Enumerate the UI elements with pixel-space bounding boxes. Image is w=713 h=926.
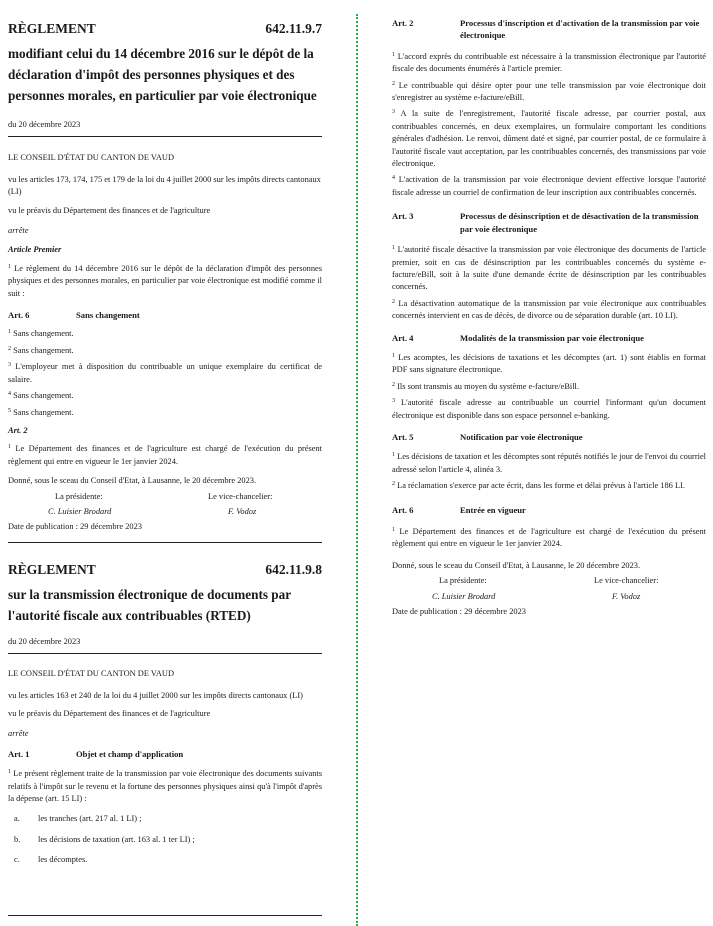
list-item: b. les décisions de taxation (art. 163 al. 1 ter LI) ;: [14, 834, 195, 844]
left-column: [8, 0, 322, 867]
reg1-president-name: C. Luisier Brodard: [48, 506, 112, 516]
reg2-art4-heading: Art. 4 Modalités de la transmission par voie électronique: [392, 332, 644, 343]
reg2-art3-heading: Art. 3 Processus de désinscription et de désactivation de la transmission par voie électronique: [392, 211, 699, 234]
reg2-art6-heading: Art. 6 Entrée en vigueur: [392, 504, 526, 515]
reg2-vu2: vu le préavis du Département des finances et de l'agriculture: [8, 708, 211, 718]
reg1-done: Donné, sous le sceau du Conseil d'Etat, à Lausanne, le 20 décembre 2023.: [8, 476, 257, 486]
reg2-art3-p1: $^1$ L'autorité fiscale désactive la transmission par voie électronique des documents de l'article premier, soit en cas de désinscription par les contribuables concernés du système e-facture/eBill, soit à la suite d'une demande écrite de désinscription par les contribuables concernés.: [392, 245, 707, 292]
reg1-art6-p5: $^5$ Sans changement.: [8, 407, 74, 417]
reg1-end-rule: [8, 542, 322, 543]
reg1-vice-label: Le vice-chancelier:: [208, 491, 273, 501]
reg2-vu1: vu les articles 163 et 240 de la loi du 4 juillet 2000 sur les impôts directs cantonaux (LI): [8, 690, 303, 700]
reg1-article-premier-title: Article Premier: [8, 245, 62, 255]
list-item: a. les tranches (art. 217 al. 1 LI) ;: [14, 814, 142, 824]
reg2-title: sur la transmission électronique de documents par l'autorité fiscale aux contribuables (RTED): [8, 586, 291, 623]
reg2-vice-label: Le vice-chancelier:: [594, 576, 659, 586]
reg1-art2-title: Art. 2: [8, 425, 28, 435]
reg2-done: Donné, sous le sceau du Conseil d'Etat, à Lausanne, le 20 décembre 2023.: [392, 560, 641, 570]
reg2-publication: Date de publication : 29 décembre 2023: [392, 607, 526, 617]
reg1-date: du 20 décembre 2023: [8, 120, 81, 129]
reg1-art6-p2: $^2$ Sans changement.: [8, 345, 74, 355]
reg2-art1-text: $^1$ Le présent règlement traite de la transmission par voie électronique des documents suivants relatifs à l'impôt sur le revenu et la fortune des personnes physiques ainsi qu'à l'impôt d'après la dépense (art. 15 LI) :: [8, 769, 322, 803]
reg2-art2-heading: Art. 2 Processus d'inscription et d'activation de la transmission par voie électronique: [392, 18, 700, 41]
reg2-art2-p2: $^2$ Le contribuable qui désire opter pour une telle transmission par voie électronique doit s'enregistrer au système e-facture/eBill.: [392, 80, 707, 103]
reg2-art5-p1: $^1$ Les décisions de taxation et les décomptes sont réputés notifiés le jour de l'envoi du courriel adressé selon l'article 4, alinéa 3.: [392, 452, 707, 474]
reg1-art6-p3: $^3$ L'employeur met à disposition du contribuable un unique exemplaire du certificat de salaire.: [8, 362, 323, 384]
reg1-art6-p1: $^1$ Sans changement.: [8, 329, 74, 339]
right-column: [392, 0, 706, 618]
reg2-label: RÈGLEMENT: [8, 561, 96, 577]
reg2-date: du 20 décembre 2023: [8, 636, 81, 646]
reg1-label: RÈGLEMENT: [8, 21, 96, 36]
reg1-vu1: vu les articles 173, 174, 175 et 179 de la loi du 4 juillet 2000 sur les impôts directs cantonaux (LI): [8, 174, 321, 197]
reg1-art6-heading: Art. 6 Sans changement: [8, 310, 140, 321]
reg1-arrete: arrête: [8, 226, 29, 236]
reg1-art6-p4: $^4$ Sans changement.: [8, 391, 74, 401]
reg2-art4-p2: $^2$ Ils sont transmis au moyen du système e-facture/eBill.: [392, 381, 579, 391]
reg2-art4-p3: $^3$ L'autorité fiscale adresse au contribuable un courriel l'informant qu'un document électronique est disponible dans son espace personnel e-banking.: [392, 398, 707, 420]
reg2-council: LE CONSEIL D'ÉTAT DU CANTON DE VAUD: [8, 669, 175, 679]
reg1-title: modifiant celui du 14 décembre 2016 sur le dépôt de la déclaration d'impôt des personnes physiques et des personnes morales, en particulier par voie électronique: [8, 46, 317, 103]
reg2-art3-p2: $^2$ La désactivation automatique de la transmission par voie électronique aux contribuables concernés intervient en cas de décès, de divorce ou de séparation durable (art. 10 LI).: [392, 298, 706, 321]
reg2-rule: [8, 653, 322, 654]
reg2-arrete: arrête: [8, 729, 29, 739]
reg2-president-name: C. Luisier Brodard: [432, 591, 496, 601]
reg2-art5-p2: $^2$ La réclamation s'exerce par acte écrit, dans les forme et délai prévus à l'article 186 LI.: [392, 481, 685, 491]
reg1-article-premier-text: $^1$ Le règlement du 14 décembre 2016 sur le dépôt de la déclaration d'impôt des personnes physiques et des personnes morales, en particulier par voie électronique est modifié comme il suit :: [8, 263, 323, 298]
reg1-header: [8, 21, 322, 37]
reg1-signature-labels: [8, 491, 322, 503]
reg1-art2-text: $^1$ Le Département des finances et de l'agriculture est chargé de l'exécution du présent règlement qui entre en vigueur le 1er janvier 2024.: [8, 444, 322, 466]
left-bottom-rule: [8, 915, 322, 916]
reg1-publication: Date de publication : 29 décembre 2023: [8, 522, 142, 532]
reg1-president-label: La présidente:: [55, 491, 103, 501]
list-item: c. les décomptes.: [14, 855, 88, 865]
reg1-rule: [8, 136, 322, 137]
reg2-number: 642.11.9.8: [265, 561, 322, 577]
reg2-vice-name: F. Vodoz: [612, 591, 641, 601]
column-divider: [356, 14, 358, 926]
reg2-header: [8, 562, 322, 578]
reg2-art2-p3: $^3$ A la suite de l'enregistrement, l'autorité fiscale adresse, par courrier postal, aux contribuables concernés, en deux exemplaires, un formulaire comportant les conditions générales d'adhésion. Le renvoi, dûment daté et signé, par courrier postal, de ce formulaire à l'autorité fiscale vaut acceptation, par les contribuables concernés, des transmissions par voie électronique.: [392, 109, 706, 169]
reg2-signature-labels: [392, 575, 706, 587]
reg1-council: LE CONSEIL D'ÉTAT DU CANTON DE VAUD: [8, 153, 175, 163]
reg2-art2-p4: $^4$ L'activation de la transmission par voie électronique devient effective lorsque l'autorité fiscale adresse un courriel de confirmation de leur inscription aux contribuables concernés.: [392, 175, 706, 197]
reg2-art2-p1: $^1$ L'accord exprès du contribuable est nécessaire à la transmission électronique par l'autorité fiscale des documents énumérés à l'article premier.: [392, 51, 707, 74]
reg1-vu2: vu le préavis du Département des finances et de l'agriculture: [8, 205, 211, 215]
reg2-president-label: La présidente:: [439, 576, 487, 586]
reg2-art6-p1: $^1$ Le Département des finances et de l'agriculture est chargé de l'exécution du présent règlement qui entre en vigueur le 1er janvier 2024.: [392, 527, 706, 549]
reg1-vice-name: F. Vodoz: [228, 506, 257, 516]
reg2-art4-p1: $^1$ Les acomptes, les décisions de taxations et les décomptes (art. 1) sont établis en format PDF sans signature électronique.: [392, 352, 706, 375]
reg1-number: 642.11.9.7: [265, 21, 322, 36]
reg2-signature-names: [392, 591, 706, 603]
reg2-art1-heading: Art. 1 Objet et champ d'application: [8, 748, 184, 759]
reg1-signature-names: [8, 506, 322, 518]
reg2-art5-heading: Art. 5 Notification par voie électronique: [392, 431, 583, 442]
